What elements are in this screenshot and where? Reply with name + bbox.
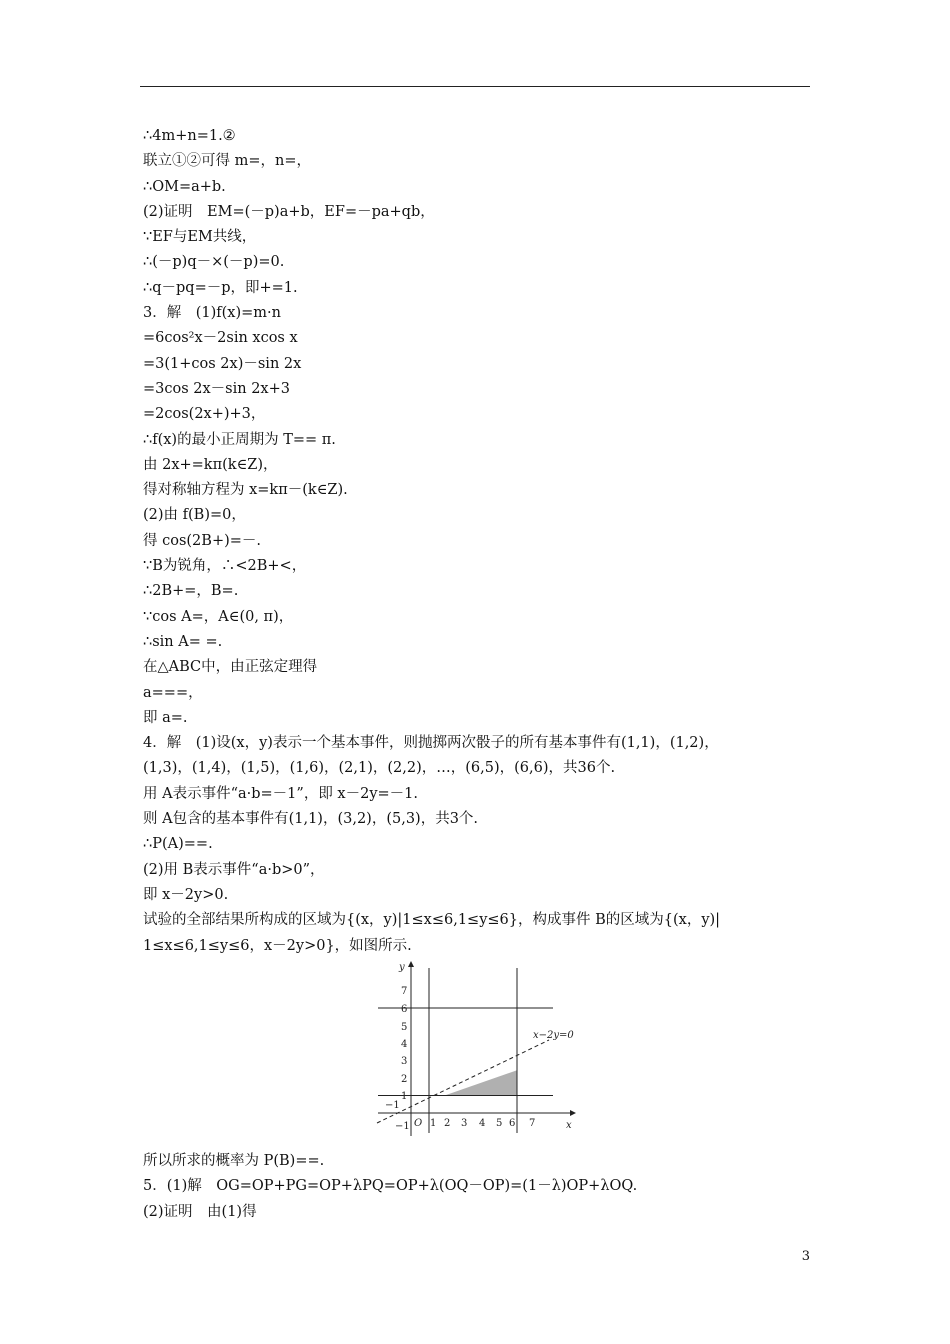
x-tick: 7 — [529, 1118, 536, 1129]
region-figure — [373, 958, 583, 1138]
page-number: 3 — [801, 1249, 810, 1264]
text-line: 联立①②可得 m=，n=， — [143, 153, 311, 170]
text-line: 得对称轴方程为 x=kπ－(k∈Z). — [143, 482, 348, 499]
text-line: ∴4m+n=1.② — [143, 128, 236, 144]
text-line: ∴f(x)的最小正周期为 T== π. — [143, 431, 336, 448]
x-axis-label: x — [566, 1120, 572, 1131]
text-line: ∴q－pq=－p，即+=1. — [143, 279, 298, 296]
text-line: 试验的全部结果所构成的区域为{(x，y)|1≤x≤6,1≤y≤6}，构成事件 B的区域为{(x，y)| — [143, 912, 721, 929]
text-line: ∴OM=a+b. — [143, 178, 226, 195]
text-line: ∵cos A=，A∈(0, π)， — [143, 608, 294, 625]
solution-text-top — [143, 124, 813, 959]
text-line: =3(1+cos 2x)－sin 2x — [143, 355, 302, 372]
origin-label: O — [414, 1118, 423, 1129]
y-tick: 7 — [401, 986, 408, 997]
text-line: (2)由 f(B)=0， — [143, 507, 246, 524]
text-line: =2cos(2x+)+3， — [143, 406, 266, 423]
text-line: ∴P(A)==. — [143, 836, 213, 853]
text-line: 用 A表示事件“a·b=－1”，即 x－2y=－1. — [143, 785, 419, 802]
text-line: (2)证明 EM=(－p)a+b，EF=－pa+qb， — [143, 203, 435, 220]
text-line: ∴sin A= =. — [143, 633, 223, 650]
x-tick: 6 — [509, 1118, 516, 1129]
text-line: ∵EF与EM共线， — [143, 229, 257, 246]
text-line: 所以所求的概率为 P(B)==. — [143, 1153, 325, 1169]
x-tick: 2 — [444, 1118, 451, 1129]
text-line: 4．解 (1)设(x，y)表示一个基本事件，则抛掷两次骰子的所有基本事件有(1,1)，(1,2)， — [143, 735, 719, 752]
y-axis-label: y — [399, 962, 405, 973]
coordinate-plot — [373, 958, 583, 1138]
shaded-region — [445, 1070, 517, 1095]
y-tick: 1 — [401, 1091, 408, 1102]
text-line: a===， — [143, 684, 203, 701]
text-line: 即 x－2y>0. — [143, 886, 229, 903]
text-line: 在△ABC中，由正弦定理得 — [143, 659, 318, 676]
text-line: (1,3)，(1,4)，(1,5)，(1,6)，(2,1)，(2,2)，…，(6,5)，(6,6)，共36个. — [143, 760, 616, 777]
text-line: =6cos²x－2sin xcos x — [143, 330, 298, 347]
y-tick: 3 — [401, 1056, 408, 1067]
text-line: ∴(－p)q－×(－p)=0. — [143, 254, 285, 271]
x-tick: 1 — [430, 1118, 437, 1129]
text-line: (2)证明 由(1)得 — [143, 1203, 257, 1220]
text-line: 则 A包含的基本事件有(1,1)，(3,2)，(5,3)，共3个. — [143, 811, 479, 828]
y-tick: −1 — [395, 1121, 410, 1132]
text-line: 1≤x≤6,1≤y≤6，x－2y>0}，如图所示. — [143, 937, 412, 954]
x-tick: 3 — [461, 1118, 468, 1129]
text-line: 得 cos(2B+)=－. — [143, 532, 262, 549]
text-line: 5．(1)解 OG=OP+PG=OP+λPQ=OP+λ(OQ－OP)=(1－λ)OP+λOQ. — [143, 1178, 638, 1195]
line-label: x−2y=0 — [533, 1030, 574, 1041]
y-tick: 4 — [401, 1039, 408, 1050]
x-tick: −1 — [385, 1100, 400, 1111]
header-rule — [140, 86, 810, 87]
text-line: ∵B为锐角，∴<2B+<， — [143, 558, 307, 575]
y-tick: 6 — [401, 1004, 408, 1015]
text-line: ∴2B+=，B=. — [143, 583, 239, 600]
y-tick: 2 — [401, 1074, 408, 1085]
text-line: 3．解 (1)f(x)=m·n — [143, 305, 281, 322]
x-tick: 4 — [479, 1118, 486, 1129]
x-tick: 5 — [496, 1118, 503, 1129]
text-line: =3cos 2x－sin 2x+3 — [143, 380, 290, 397]
y-tick: 5 — [401, 1022, 408, 1033]
text-line: 即 a=. — [143, 709, 188, 726]
text-line: (2)用 B表示事件“a·b>0”， — [143, 861, 325, 878]
solution-text-bottom — [143, 1149, 813, 1225]
text-line: 由 2x+=kπ(k∈Z)， — [143, 456, 278, 473]
